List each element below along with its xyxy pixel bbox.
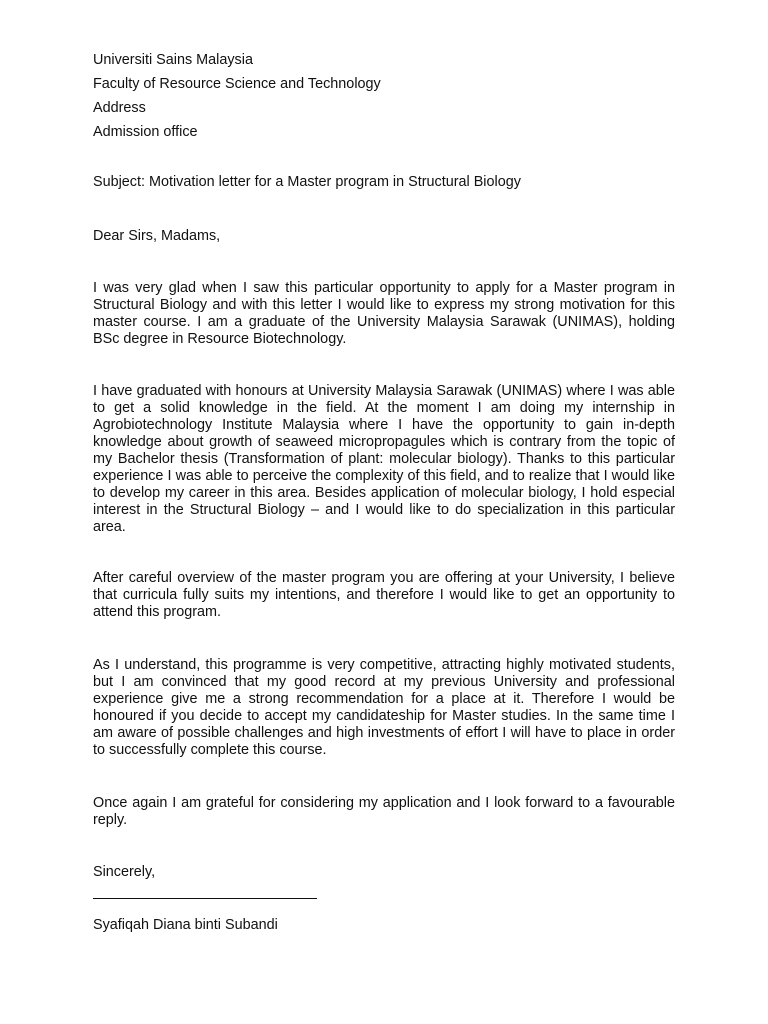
- closing-sincerely: Sincerely,: [93, 864, 156, 880]
- address-line-university: Universiti Sains Malaysia: [93, 52, 253, 68]
- signature-line: [93, 898, 317, 899]
- recipient-address: [93, 48, 675, 144]
- paragraph-intro: I was very glad when I saw this particular opportunity to apply for a Master program in Structural Biology and with this letter I would like to express my strong motivation for this master course. I am a graduate of the University Malaysia Sarawak (UNIMAS), holding BSc degree in Resource Biotechnology.: [93, 280, 675, 347]
- paragraph-program: After careful overview of the master program you are offering at your University, I believe that curricula fully suits my intentions, and therefore I would like to get an opportunity to attend this program.: [93, 570, 675, 620]
- paragraph-competitive: As I understand, this programme is very competitive, attracting highly motivated students, but I am convinced that my good record at my previous University and professional experience give me a strong recommendation for a place at it. Therefore I would be honoured if you decide to accept my candidateship for Master studies. In the same time I am aware of possible challenges and high investments of effort I will have to place in order to successfully complete this course.: [93, 657, 675, 758]
- signatory-name: Syafiqah Diana binti Subandi: [93, 917, 278, 933]
- salutation: Dear Sirs, Madams,: [93, 228, 221, 244]
- address-line-address: Address: [93, 100, 146, 116]
- address-line-faculty: Faculty of Resource Science and Technology: [93, 76, 381, 92]
- paragraph-closing: Once again I am grateful for considering my application and I look forward to a favourable reply.: [93, 795, 675, 828]
- subject-line: Subject: Motivation letter for a Master program in Structural Biology: [93, 174, 521, 190]
- paragraph-background: I have graduated with honours at University Malaysia Sarawak (UNIMAS) where I was able to get a solid knowledge in the field. At the moment I am doing my internship in Agrobiotechnology Institute Malaysia where I have the opportunity to gain in-depth knowledge about growth of seaweed micropropagules which is contrary from the topic of my Bachelor thesis (Transformation of plant: molecular biology). Thanks to this particular experience I was able to perceive the complexity of this field, and to realize that I would like to develop my career in this area. Besides application of molecular biology, I hold especial interest in the Structural Biology – and I would like to do specialization in this particular area.: [93, 383, 675, 535]
- address-line-office: Admission office: [93, 124, 198, 140]
